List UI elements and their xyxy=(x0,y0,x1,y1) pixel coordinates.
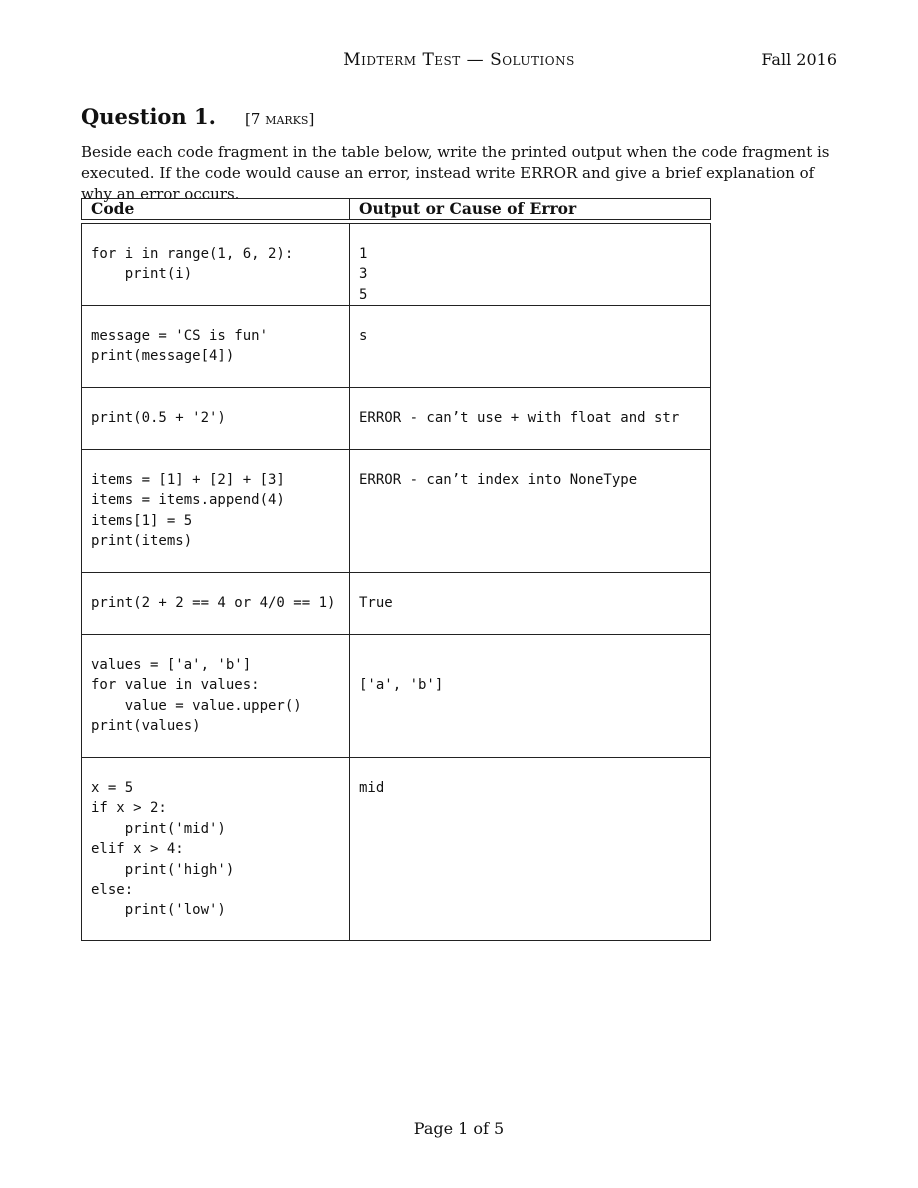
page-header xyxy=(0,50,918,76)
code-cell: x = 5 if x > 2: print('mid') elif x > 4: print('high') else: print('low') xyxy=(82,758,350,940)
table-row xyxy=(82,450,710,573)
output-cell: True xyxy=(359,595,393,611)
code-cell: items = [1] + [2] + [3] items = items.append(4) items[1] = 5 print(items) xyxy=(82,450,350,572)
code-cell: print(0.5 + '2') xyxy=(82,388,350,449)
code-table xyxy=(81,223,711,941)
output-cell: ERROR - can’t index into NoneType xyxy=(359,472,638,488)
output-cell: ERROR - can’t use + with float and str xyxy=(359,410,680,426)
code-cell: values = ['a', 'b'] for value in values: value = value.upper() print(values) xyxy=(82,635,350,757)
output-cell: s xyxy=(359,328,368,344)
code-cell: for i in range(1, 6, 2): print(i) xyxy=(82,224,350,305)
output-cell: mid xyxy=(359,780,385,796)
header-output: Output or Cause of Error xyxy=(359,199,577,218)
table-row xyxy=(82,758,710,940)
table-row xyxy=(82,224,710,306)
output-cell: 1 3 5 xyxy=(359,246,368,303)
question-instructions: Beside each code fragment in the table below, write the printed output when the code fragment is executed. If the code would cause an error, instead write ERROR and give a brief explanation of why an error occurs. xyxy=(81,143,830,203)
table-row xyxy=(82,388,710,450)
question-heading xyxy=(81,104,314,129)
page-number: Page 1 of 5 xyxy=(413,1119,505,1138)
term-label: Fall 2016 xyxy=(761,50,837,69)
question-title: Question 1. xyxy=(81,104,216,129)
table-row xyxy=(82,573,710,635)
document-title: Midterm Test — Solutions xyxy=(343,50,575,70)
code-cell: message = 'CS is fun' print(message[4]) xyxy=(82,306,350,387)
table-row xyxy=(82,306,710,388)
table-row xyxy=(82,635,710,758)
table-header xyxy=(81,198,711,220)
header-code: Code xyxy=(82,199,350,219)
question-marks: [7 marks] xyxy=(245,110,315,128)
output-cell: ['a', 'b'] xyxy=(359,677,444,694)
code-cell: print(2 + 2 == 4 or 4/0 == 1) xyxy=(82,573,350,634)
